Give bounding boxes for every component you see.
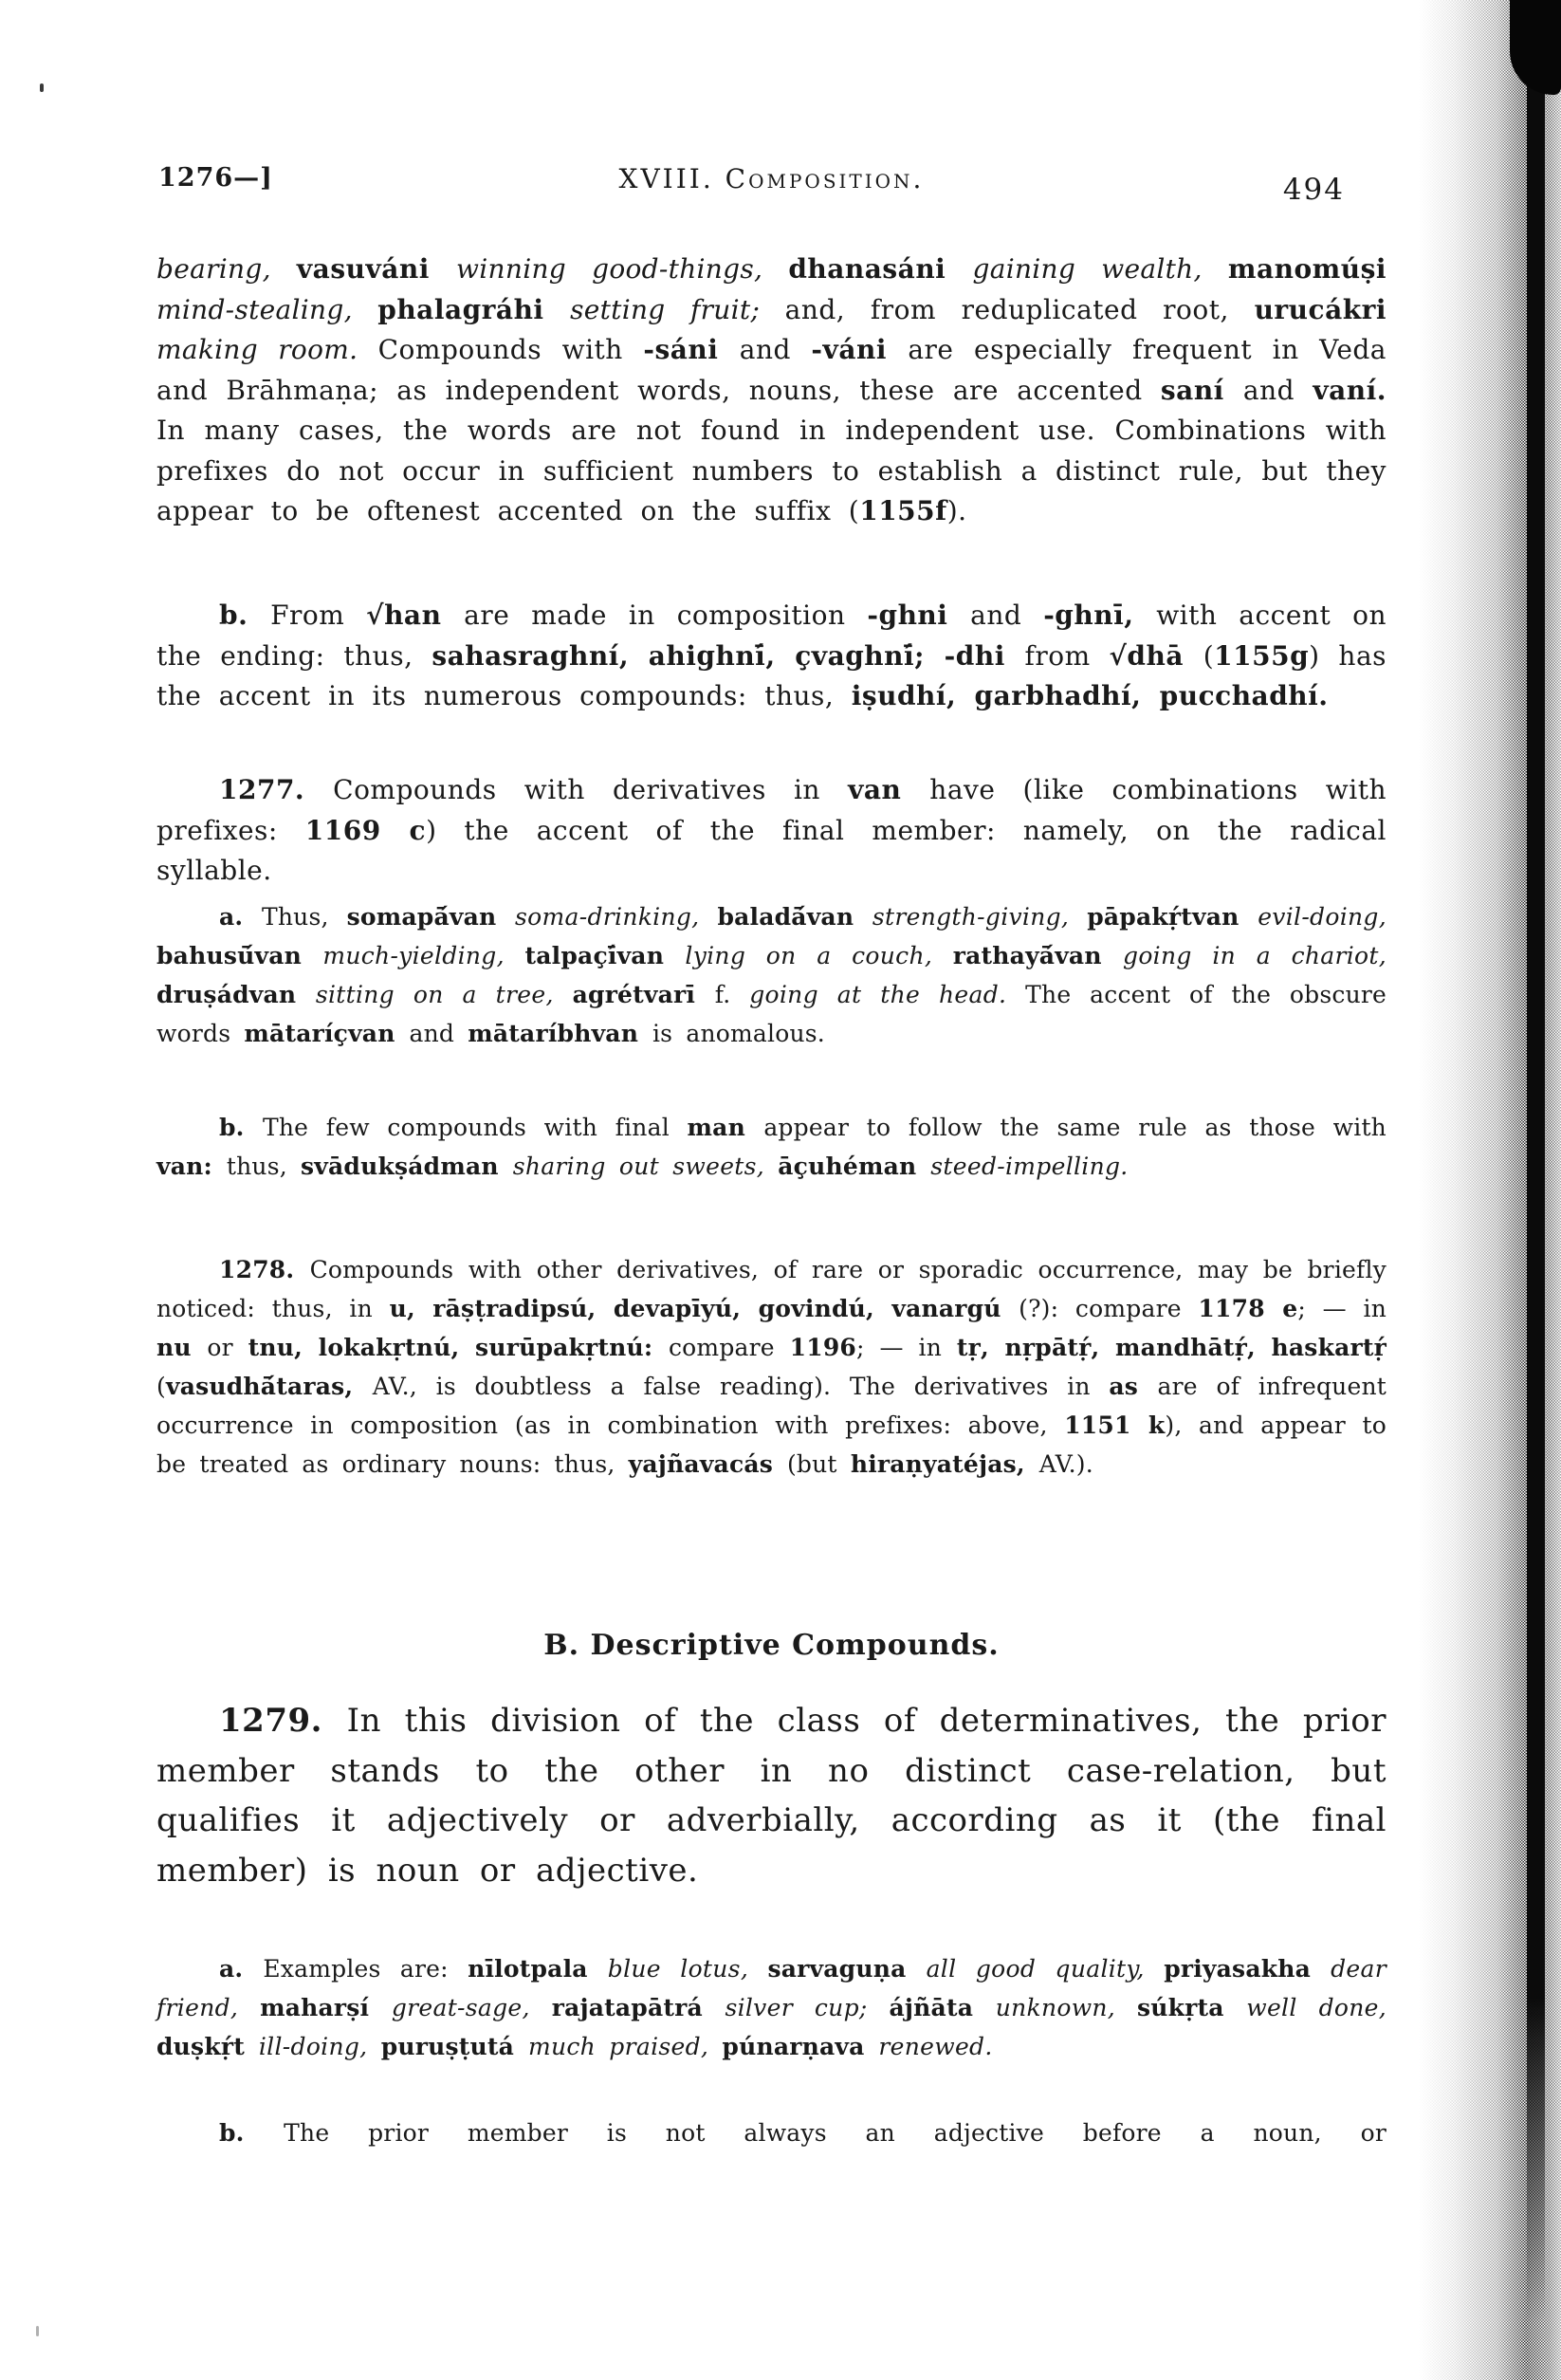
sanskrit-term: a. bbox=[219, 1955, 264, 1983]
sanskrit-term: 1196 bbox=[789, 1334, 857, 1361]
body-text: From bbox=[270, 600, 367, 631]
body-text: AV., is doubtless a false reading). The derivatives in bbox=[372, 1373, 1110, 1400]
sanskrit-term: man bbox=[687, 1114, 764, 1141]
body-text: are of infrequent occurrence in composition (as in combination with prefixes: above, bbox=[156, 1373, 1387, 1439]
body-text: ) has the accent in its numerous compounds: thus, bbox=[156, 639, 1387, 711]
gloss-text: sharing out sweets, bbox=[512, 1153, 779, 1180]
sanskrit-term: ájñāta bbox=[889, 1994, 996, 2021]
para-1276-continuation bbox=[156, 249, 1387, 532]
sanskrit-term: 1155g bbox=[1214, 639, 1310, 672]
gloss-text: much praised, bbox=[527, 2033, 723, 2060]
sanskrit-term: -ghnī, bbox=[1043, 600, 1157, 631]
body-text: appear to follow the same rule as those with bbox=[763, 1114, 1387, 1141]
body-text: is anomalous. bbox=[652, 1020, 825, 1047]
sanskrit-term: 1151 k bbox=[1064, 1411, 1166, 1439]
sanskrit-term: saní bbox=[1160, 374, 1243, 406]
para-1277 bbox=[156, 770, 1387, 892]
sanskrit-term: b. bbox=[219, 1114, 263, 1141]
body-text: f. bbox=[714, 981, 750, 1008]
body-text: ) the accent of the final member: namely, on the radical syllable. bbox=[156, 814, 1387, 886]
body-text: AV.). bbox=[1038, 1450, 1093, 1478]
scan-speck-bottom-left bbox=[36, 2326, 39, 2336]
sanskrit-term: phalagráhi bbox=[377, 293, 571, 325]
gloss-text: steed-impelling. bbox=[930, 1153, 1129, 1180]
body-text: and bbox=[970, 600, 1044, 631]
sanskrit-term: -sáni bbox=[643, 334, 740, 365]
sanskrit-term: b. bbox=[219, 2119, 285, 2147]
body-text: and bbox=[1242, 374, 1313, 406]
sanskrit-term: sarvaguṇa bbox=[767, 1955, 927, 1983]
sanskrit-term: 1155f bbox=[859, 495, 947, 526]
body-text: and, from reduplicated root, bbox=[784, 293, 1255, 325]
body-text: and bbox=[739, 334, 812, 365]
para-1277a bbox=[156, 897, 1387, 1053]
gloss-text: well done, bbox=[1246, 1994, 1387, 2021]
page-number: 494 bbox=[1282, 173, 1345, 207]
sanskrit-term: 1277. bbox=[219, 774, 334, 805]
body-text: Compounds with bbox=[377, 334, 644, 365]
scan-gutter-core-stripe bbox=[1527, 0, 1545, 2323]
gloss-text: much-yielding, bbox=[322, 942, 525, 969]
gloss-text: all good quality, bbox=[926, 1955, 1165, 1983]
sanskrit-term: bahusū́van bbox=[156, 942, 323, 969]
gloss-text: going at the head. bbox=[749, 981, 1026, 1008]
body-text: Examples are: bbox=[263, 1955, 468, 1983]
gloss-text: gaining wealth, bbox=[972, 253, 1228, 285]
sanskrit-term: rathayā́van bbox=[952, 942, 1124, 969]
gloss-text: soma-drinking, bbox=[515, 903, 718, 931]
sanskrit-term: āçuhéman bbox=[778, 1153, 931, 1180]
sanskrit-term: rajatapātrá bbox=[551, 1994, 725, 2021]
sanskrit-term: manomúṣi bbox=[1227, 253, 1387, 285]
body-text: ; — in bbox=[856, 1334, 957, 1361]
body-text: from bbox=[1024, 639, 1110, 672]
para-1279b bbox=[156, 2113, 1387, 2152]
sanskrit-term: u, rāṣṭradipsú, devapīyú, govindú, vanargú bbox=[389, 1295, 1019, 1322]
sanskrit-term: puruṣṭutá bbox=[380, 2033, 528, 2060]
sanskrit-term: √han bbox=[366, 600, 465, 631]
sanskrit-term: -váni bbox=[811, 334, 909, 365]
sanskrit-term: baladā́van bbox=[717, 903, 872, 931]
sanskrit-term: dhanasáni bbox=[788, 253, 973, 285]
body-text: or bbox=[207, 1334, 248, 1361]
sanskrit-term: sahasraghní, ahighnī́, çvaghnī́; -dhi bbox=[432, 639, 1025, 672]
gloss-text: winning good-things, bbox=[456, 253, 789, 285]
sanskrit-term: priyasakha bbox=[1164, 1955, 1331, 1983]
sanskrit-term: hiraṇyatéjas, bbox=[850, 1450, 1039, 1478]
sanskrit-term: vasudhā́taras, bbox=[165, 1373, 373, 1400]
sanskrit-term: agrétvarī bbox=[572, 981, 715, 1008]
body-text: (?): compare bbox=[1019, 1295, 1199, 1322]
gloss-text: going in a chariot, bbox=[1123, 942, 1387, 969]
gloss-text: dear friend, bbox=[156, 1955, 1387, 2021]
sanskrit-term: vasuváni bbox=[296, 253, 457, 285]
sanskrit-term: nu bbox=[156, 1334, 208, 1361]
gloss-text: blue lotus, bbox=[607, 1955, 768, 1983]
sanskrit-term: iṣudhí, garbhadhí, pucchadhí. bbox=[851, 680, 1329, 711]
gloss-text: silver cup; bbox=[725, 1994, 890, 2021]
body-text: Thus, bbox=[261, 903, 347, 931]
para-1277b bbox=[156, 1108, 1387, 1186]
body-text: ), and appear to be treated as ordinary nouns: thus, bbox=[156, 1411, 1387, 1478]
sanskrit-term: urucákri bbox=[1254, 293, 1387, 325]
sanskrit-term: a. bbox=[219, 903, 262, 931]
body-text: Compounds with derivatives in bbox=[333, 774, 849, 805]
sanskrit-term: svādukṣádman bbox=[301, 1153, 513, 1180]
gloss-text: making room. bbox=[156, 334, 378, 365]
sanskrit-term: maharṣí bbox=[260, 1994, 392, 2021]
gloss-text: strength-giving, bbox=[872, 903, 1088, 931]
sanskrit-term: pāpakṛ́tvan bbox=[1087, 903, 1258, 931]
sanskrit-term: súkṛta bbox=[1136, 1994, 1247, 2021]
body-text: Compounds with other derivatives, of rare or sporadic occurrence, may be briefly noticed: thus, in bbox=[156, 1256, 1387, 1322]
para-1276b bbox=[156, 596, 1387, 717]
section-ref: 1276—] bbox=[158, 163, 273, 193]
body-text: The prior member is not always an adjective before a noun, or bbox=[284, 2119, 1387, 2147]
body-text: In this division of the class of determinatives, the prior member stands to the other in no distinct case-relation, but qualifies it adjectively or adverbially, according as it (the final member) is noun or adjective. bbox=[156, 1702, 1387, 1890]
body-text: are especially frequent in Veda and Brāhmaṇa; as independent words, nouns, these are accented bbox=[156, 334, 1387, 406]
sanskrit-term: van: bbox=[156, 1153, 227, 1180]
sanskrit-term: druṣádvan bbox=[156, 981, 316, 1008]
sanskrit-term: púnarṇava bbox=[722, 2033, 879, 2060]
sanskrit-term: 1279. bbox=[219, 1702, 347, 1740]
gloss-text: bearing, bbox=[156, 253, 297, 285]
gloss-text: great-sage, bbox=[391, 1994, 552, 2021]
sanskrit-term: mātaríbhvan bbox=[468, 1020, 652, 1047]
sanskrit-term: 1169 c bbox=[304, 814, 427, 846]
sanskrit-term: as bbox=[1109, 1373, 1158, 1400]
body-text: are made in composition bbox=[464, 600, 868, 631]
sanskrit-term: 1178 e bbox=[1198, 1295, 1298, 1322]
body-text: ( bbox=[156, 1373, 166, 1400]
scan-gutter-shadow bbox=[1419, 0, 1561, 2380]
body-text: compare bbox=[668, 1334, 790, 1361]
sanskrit-term: tnu, lokakṛtnú, surūpakṛtnú: bbox=[248, 1334, 669, 1361]
sanskrit-term: van bbox=[848, 774, 930, 805]
sanskrit-term: -ghni bbox=[867, 600, 971, 631]
sanskrit-term: somapā́van bbox=[346, 903, 516, 931]
sanskrit-term: tṛ, nṛpātṛ́, mandhātṛ́, haskartṛ́ bbox=[956, 1334, 1387, 1361]
sanskrit-term: mātaríçvan bbox=[244, 1020, 410, 1047]
para-1278 bbox=[156, 1250, 1387, 1484]
gloss-text: mind-stealing, bbox=[156, 293, 378, 325]
body-text: In many cases, the words are not found in independent use. Combinations with prefixes do not occur in sufficient numbers to establish a distinct rule, but they appear to be oftenest accented on the suffix ( bbox=[156, 415, 1387, 526]
body-text: thus, bbox=[226, 1153, 302, 1180]
gloss-text: ill-doing, bbox=[258, 2033, 381, 2060]
body-text: with accent on the ending: thus, bbox=[156, 600, 1387, 672]
gloss-text: lying on a couch, bbox=[685, 942, 953, 969]
sanskrit-term: nīlotpala bbox=[468, 1955, 608, 1983]
sanskrit-term: yajñavacás bbox=[628, 1450, 787, 1478]
para-1279 bbox=[156, 1696, 1387, 1895]
chapter-title: XVIII. Composition. bbox=[618, 163, 925, 194]
body-text: have (like combinations with prefixes: bbox=[156, 774, 1387, 846]
body-text: ). bbox=[946, 495, 967, 526]
body-text: The few compounds with final bbox=[262, 1114, 688, 1141]
gloss-text: unknown, bbox=[995, 1994, 1137, 2021]
body-text: ( bbox=[1203, 639, 1215, 672]
gloss-text: renewed. bbox=[878, 2033, 993, 2060]
sanskrit-term: √dhā bbox=[1109, 639, 1203, 672]
sanskrit-term: b. bbox=[219, 600, 271, 631]
body-text: (but bbox=[786, 1450, 851, 1478]
para-1279a bbox=[156, 1949, 1387, 2066]
section-heading-descriptive-compounds bbox=[156, 1627, 1387, 1665]
sanskrit-term: talpaçī́van bbox=[524, 942, 686, 969]
body-text: and bbox=[409, 1020, 468, 1047]
scan-speck-top-left bbox=[40, 83, 44, 92]
sanskrit-term: duṣkṛ́t bbox=[156, 2033, 259, 2060]
sanskrit-term: 1278. bbox=[219, 1256, 310, 1283]
body-text: ; — in bbox=[1297, 1295, 1387, 1322]
gloss-text: evil-doing, bbox=[1258, 903, 1387, 931]
page-header bbox=[156, 152, 1387, 218]
body-text: The accent of the obscure words bbox=[156, 981, 1387, 1047]
sanskrit-term: vaní. bbox=[1313, 374, 1387, 406]
gloss-text: setting fruit; bbox=[570, 293, 785, 325]
gloss-text: sitting on a tree, bbox=[315, 981, 573, 1008]
sanskrit-term: B. Descriptive Compounds. bbox=[543, 1629, 1000, 1662]
